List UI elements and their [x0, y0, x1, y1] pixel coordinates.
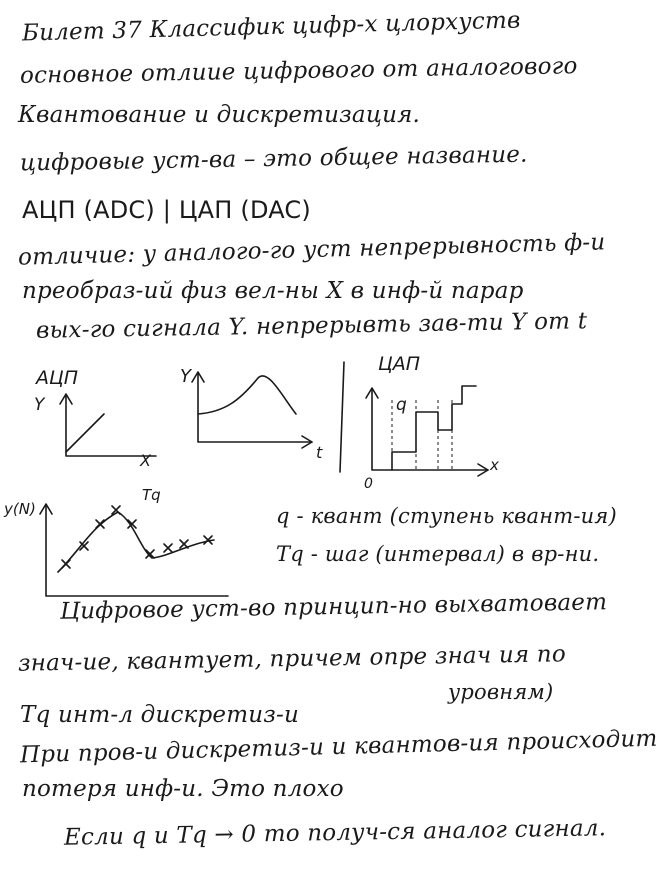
dac-x-label: x	[490, 456, 499, 474]
note-line-4: цифровые уст-ва – это общее название.	[19, 141, 528, 177]
dac-axes	[372, 390, 488, 470]
analog-x-label: t	[316, 443, 323, 462]
adc-sketch	[34, 367, 156, 470]
note-line-16: Если q и Tq → 0 то получ-ся аналог сигнал.	[63, 815, 607, 851]
dac-origin-label: 0	[364, 476, 373, 492]
note-line-11: Цифровое уст-во принцип-но выхватовает	[59, 589, 608, 625]
note-line-15: потеря инф-и. Это плохо	[22, 776, 344, 802]
adc-y-label: Y	[34, 395, 45, 415]
adc-x-label: X	[140, 451, 151, 470]
sampled-sketch	[3, 486, 228, 596]
dac-sketch-title: ЦАП	[378, 353, 421, 375]
note-line-13: Tq инт-л дискретиз-и	[20, 702, 299, 728]
adc-line	[66, 414, 104, 452]
sampled-axes	[46, 506, 228, 596]
adc-axes	[66, 396, 156, 456]
analog-sketch	[180, 366, 323, 462]
note-line-7: преобраз-ий физ вел-ны X в инф-й парар	[22, 278, 524, 304]
dac-sketch	[364, 353, 499, 492]
note-line-adc-dac: АЦП (ADC) | ЦАП (DAC)	[22, 196, 311, 224]
sketch-divider	[340, 362, 344, 472]
adc-sketch-title: АЦП	[36, 367, 79, 389]
dac-q-label: q	[396, 395, 407, 415]
analog-axes	[198, 374, 312, 442]
note-line-q: q - квант (ступень квант-ия)	[276, 504, 617, 528]
note-line-tq: Tq - шаг (интервал) в вр-ни.	[276, 542, 600, 566]
sampled-tq-label: Tq	[142, 486, 161, 504]
note-line-12b: уровням)	[448, 680, 554, 704]
note-line-3: Квантование и дискретизация.	[18, 102, 421, 128]
ticket-title: Билет 37 Классифик цифр-х цлорхуств	[21, 7, 521, 47]
note-line-14: При пров-и дискретиз-и и квантов-ия происходит	[19, 725, 658, 769]
sampled-y-label: y(N)	[4, 500, 36, 518]
note-line-8: вых-го сигнала Y. непрерывть зав-ти Y от t	[35, 308, 588, 344]
note-line-6: отличие: у аналого-го уст непрерывность ф-и	[17, 229, 606, 271]
analog-y-label: Y	[180, 366, 191, 387]
note-line-12: знач-ие, квантует, причем опре знач ия по	[17, 641, 567, 677]
note-line-2: основное отлиие цифрового от аналогового	[19, 53, 578, 89]
analog-curve	[198, 376, 296, 414]
